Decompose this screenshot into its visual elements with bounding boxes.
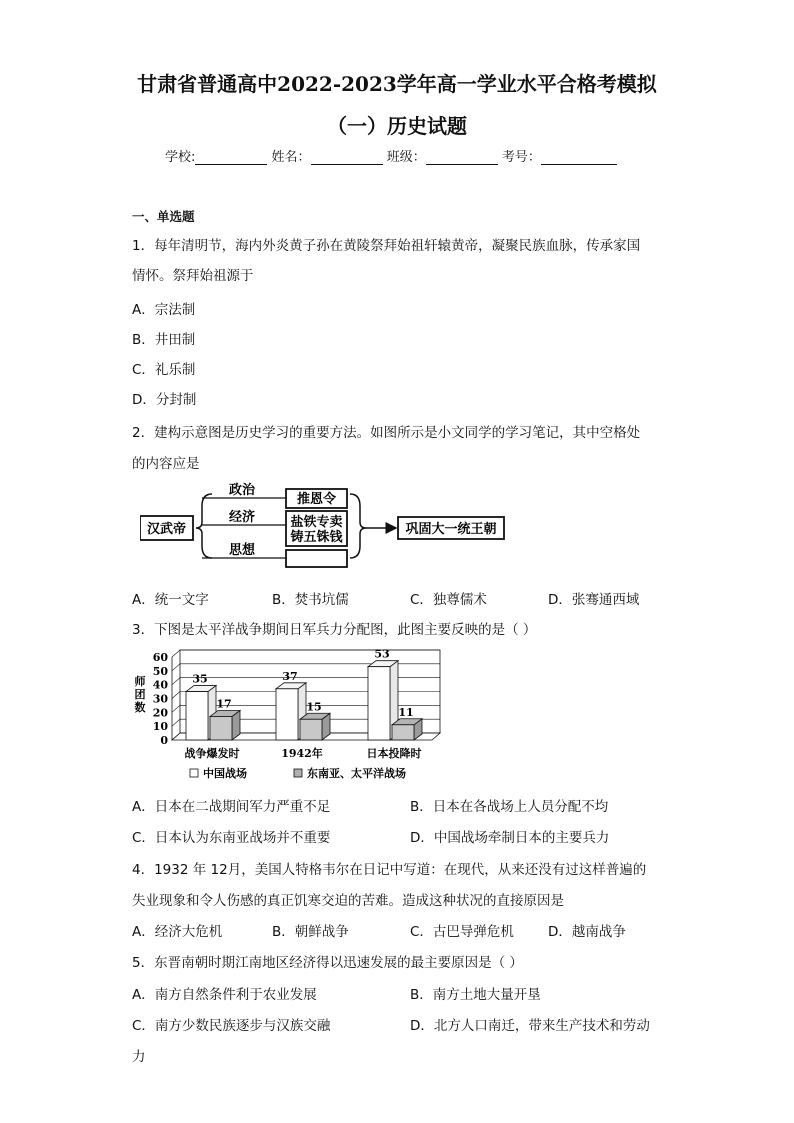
- chart-data-label: 37: [282, 669, 298, 683]
- school-blank[interactable]: [195, 150, 267, 165]
- chart-data-label: 11: [398, 705, 414, 719]
- chart-data-label: 53: [374, 647, 390, 661]
- q2-option-b[interactable]: B．焚书坑儒: [272, 592, 349, 608]
- chart-y-tick-label: 20: [152, 706, 168, 720]
- q5-option-d[interactable]: D．北方人口南迁，带来生产技术和劳动: [410, 1018, 650, 1034]
- class-blank[interactable]: [426, 150, 498, 165]
- chart-data-label: 35: [192, 672, 208, 686]
- diagram-politics-text: 推恩令: [296, 492, 337, 507]
- diagram-result-text: 巩固大一统王朝: [405, 522, 497, 537]
- chart-legend-label: 东南亚、太平洋战场: [307, 767, 406, 780]
- chart-bar: [300, 719, 322, 740]
- chart-legend-swatch: [190, 769, 198, 777]
- q1-option-d[interactable]: D．分封制: [132, 392, 197, 408]
- diagram-left-brace: [196, 494, 212, 558]
- chart-y-axis-label: 师: [134, 675, 146, 688]
- q2-option-c[interactable]: C．独尊儒术: [410, 592, 487, 608]
- q4-option-c[interactable]: C．古巴导弹危机: [410, 924, 514, 940]
- chart-bar: [186, 692, 208, 740]
- troop-distribution-chart: [132, 645, 452, 785]
- exam-no-label: 考号：: [501, 150, 541, 165]
- q4-option-a[interactable]: A．经济大危机: [132, 924, 223, 940]
- q3-option-b[interactable]: B．日本在各战场上人员分配不均: [410, 799, 609, 815]
- diagram-economy-text-2: 铸五铢钱: [290, 530, 343, 545]
- diagram-economy-text-1: 盐铁专卖: [290, 515, 343, 530]
- section-heading: 一、单选题: [132, 209, 195, 224]
- chart-y-tick-label: 0: [160, 734, 168, 747]
- q5-stem-line1: 5．东晋南朝时期江南地区经济得以迅速发展的最主要原因是（ ）: [132, 955, 523, 971]
- diagram-right-brace: [350, 494, 366, 558]
- chart-data-label: 17: [216, 697, 232, 711]
- q5-option-c[interactable]: C．南方少数民族逐步与汉族交融: [132, 1018, 331, 1034]
- concept-diagram: [140, 478, 510, 568]
- chart-x-tick-label: 1942年: [281, 747, 323, 760]
- q5-option-b[interactable]: B．南方土地大量开垦: [410, 987, 541, 1003]
- diagram-label-economy: 经济: [228, 510, 256, 525]
- school-label: 学校:: [165, 150, 196, 165]
- exam-title-line1: 甘肃省普通高中2022-2023学年高一学业水平合格考模拟: [137, 72, 657, 96]
- q4-stem-line1: 4．1932 年 12月，美国人特格韦尔在日记中写道：在现代，从来还没有过这样普遍的: [132, 862, 647, 878]
- chart-y-axis-label: 团: [134, 688, 146, 701]
- chart-y-tick-label: 60: [152, 651, 168, 664]
- chart-bar: [368, 667, 390, 740]
- q1-stem-line1: 1．每年清明节，海内外炎黄子孙在黄陵祭拜始祖轩辕黄帝，凝聚民族血脉，传承家国: [132, 238, 641, 254]
- q3-option-c[interactable]: C．日本认为东南亚战场并不重要: [132, 830, 331, 846]
- q1-option-c[interactable]: C．礼乐制: [132, 362, 196, 378]
- q5-option-a[interactable]: A．南方自然条件利于农业发展: [132, 987, 317, 1003]
- diagram-label-thought: 思想: [228, 543, 256, 558]
- name-label: 姓名：: [271, 150, 311, 165]
- q3-stem-line1: 3．下图是太平洋战争期间日军兵力分配图，此图主要反映的是（ ）: [132, 622, 537, 638]
- diagram-blank-box: [286, 550, 347, 567]
- exam-title-line2: （一）历史试题: [327, 114, 467, 138]
- diagram-label-politics: 政治: [228, 483, 256, 498]
- q1-stem-line2: 情怀。祭拜始祖源于: [132, 268, 254, 284]
- chart-x-tick-label: 战争爆发时: [184, 747, 240, 760]
- chart-data-label: 15: [306, 700, 322, 714]
- chart-y-tick-label: 40: [152, 678, 168, 692]
- chart-bar: [276, 689, 298, 740]
- chart-bar: [392, 725, 414, 740]
- chart-y-tick-label: 30: [152, 692, 168, 706]
- chart-legend-swatch: [294, 769, 302, 777]
- exam-no-blank[interactable]: [541, 150, 617, 165]
- q3-option-a[interactable]: A．日本在二战期间军力严重不足: [132, 799, 331, 815]
- q2-stem-line1: 2．建构示意图是历史学习的重要方法。如图所示是小文同学的学习笔记，其中空格处: [132, 425, 641, 441]
- q4-stem-line2: 失业现象和令人伤感的真正饥寒交迫的苦难。造成这种状况的直接原因是: [132, 893, 564, 909]
- q4-option-b[interactable]: B．朝鲜战争: [272, 924, 349, 940]
- q3-option-d[interactable]: D．中国战场牵制日本的主要兵力: [410, 830, 610, 846]
- chart-legend-label: 中国战场: [203, 767, 247, 780]
- student-info-row: [165, 146, 617, 165]
- q2-option-a[interactable]: A．统一文字: [132, 592, 209, 608]
- chart-bar: [210, 716, 232, 740]
- q1-option-a[interactable]: A．宗法制: [132, 302, 196, 318]
- q2-stem-line2: 的内容应是: [132, 456, 200, 472]
- q1-option-b[interactable]: B．井田制: [132, 332, 196, 348]
- q2-option-d[interactable]: D．张骞通西域: [548, 592, 640, 608]
- diagram-emperor-text: 汉武帝: [146, 522, 187, 537]
- chart-y-tick-label: 10: [152, 720, 168, 734]
- class-label: 班级：: [386, 150, 426, 165]
- q4-option-d[interactable]: D．越南战争: [548, 924, 626, 940]
- q5-option-d-wrap: 力: [132, 1049, 146, 1065]
- chart-x-tick-label: 日本投降时: [366, 747, 422, 760]
- name-blank[interactable]: [311, 150, 383, 165]
- chart-y-tick-label: 50: [152, 664, 168, 678]
- chart-y-axis-label: 数: [134, 701, 146, 714]
